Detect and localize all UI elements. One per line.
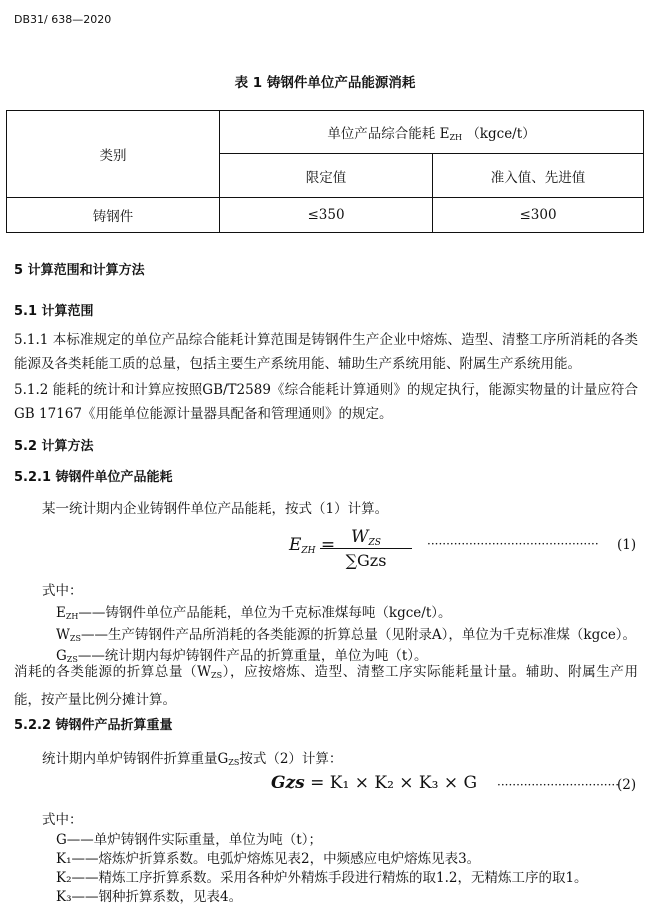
paragraph-5-2-2: 统计期内单炉铸钢件折算重量$G_{ZS}$按式（2）计算： xyxy=(42,751,343,767)
paragraph-5-1-2: 5.1.2 能耗的统计和计算应按照GB/T2589《综合能耗计算通则》的规定执行，能源实物量的计量应符合GB 17167《用能单位能源计量器具配备和管理通则》的规定。 xyxy=(14,382,638,422)
definition-k3: K₃——钢种折算系数，见表4。 xyxy=(56,889,243,905)
definition-gzs: $G_{ZS}——$统计期内每炉铸钢件产品的折算重量，单位为吨（t）。 xyxy=(56,648,428,664)
table-row xyxy=(7,198,644,233)
equation-1-number: (1) xyxy=(617,537,637,553)
cell-limit: ≤350 xyxy=(220,198,433,233)
paragraph-5-1-1: 5.1.1 本标准规定的单位产品综合能耗计算范围是铸钢件生产企业中熔炼、造型、清整工序所消耗的各类能源及各类耗能工质的总量，包括主要生产系统用能、辅助生产系统用能、附属生产系统用能。 xyxy=(14,332,638,372)
header-advanced: 准入值、先进值 xyxy=(433,154,644,198)
equation-2-leader: ································ xyxy=(497,778,620,792)
definition-k2: K₂——精炼工序折算系数。采用各种炉外精炼手段进行精炼的取1.2，无精炼工序的取1。 xyxy=(56,870,588,886)
header-limit: 限定值 xyxy=(220,154,433,198)
section-5-2-heading: 5.2 计算方法 xyxy=(14,439,94,454)
section-5-2-2-heading: 5.2.2 铸钢件产品折算重量 xyxy=(14,718,173,733)
cell-category: 铸钢件 xyxy=(7,198,220,233)
table-title: 表 1 铸钢件单位产品能源消耗 xyxy=(234,75,416,91)
definition-wzs: $W_{ZS}——$生产铸钢件产品所消耗的各类能源的折算总量（见附录A），单位为千克标准煤（kgce）。 xyxy=(56,627,637,643)
equation-1-leader: ············································· xyxy=(427,537,599,551)
section-5-1-heading: 5.1 计算范围 xyxy=(14,304,94,319)
section-5-2-1-heading: 5.2.1 铸钢件单位产品能耗 xyxy=(14,470,173,485)
section-5-heading: 5 计算范围和计算方法 xyxy=(14,263,145,278)
definition-k1: K₁——熔炼炉折算系数。电弧炉熔炼见表2，中频感应电炉熔炼见表3。 xyxy=(56,851,481,867)
definition-g: G——单炉铸钢件实际重量，单位为吨（t）； xyxy=(56,832,322,848)
header-energy-group: 单位产品综合能耗 $E_{ZH}$ （kgce/t） xyxy=(220,111,644,154)
equation-2-number: (2) xyxy=(617,777,637,793)
fraction-bar xyxy=(320,548,412,549)
paragraph-allocation-note: 消耗的各类能源的折算总量$(W_{ZS})$，应按熔炼、造型、清整工序实际能耗量计量。辅助、附属生产用能，按产量比例分摊计算。 xyxy=(14,664,638,708)
paragraph-5-2-1: 某一统计期内企业铸钢件单位产品能耗，按式（1）计算。 xyxy=(42,501,389,517)
equation-2: Gzs = K₁ × K₂ × K₃ × G xyxy=(271,773,478,793)
header-category: 类别 xyxy=(7,111,220,198)
where-label-2: 式中： xyxy=(42,812,83,828)
cell-advanced: ≤300 xyxy=(433,198,644,233)
equation-1-numerator: WZS xyxy=(351,527,381,548)
where-label-1: 式中： xyxy=(42,583,83,599)
equation-1-fraction xyxy=(320,527,412,570)
document-header: DB31/ 638—2020 xyxy=(14,13,112,26)
definition-ezh: $E_{ZH}——$铸钢件单位产品能耗，单位为千克标准煤每吨（kgce/t）。 xyxy=(56,605,452,621)
equation-1-denominator: ∑Gzs xyxy=(345,551,387,570)
equation-1-lhs: EZH = xyxy=(289,535,336,556)
energy-consumption-table xyxy=(6,110,644,233)
